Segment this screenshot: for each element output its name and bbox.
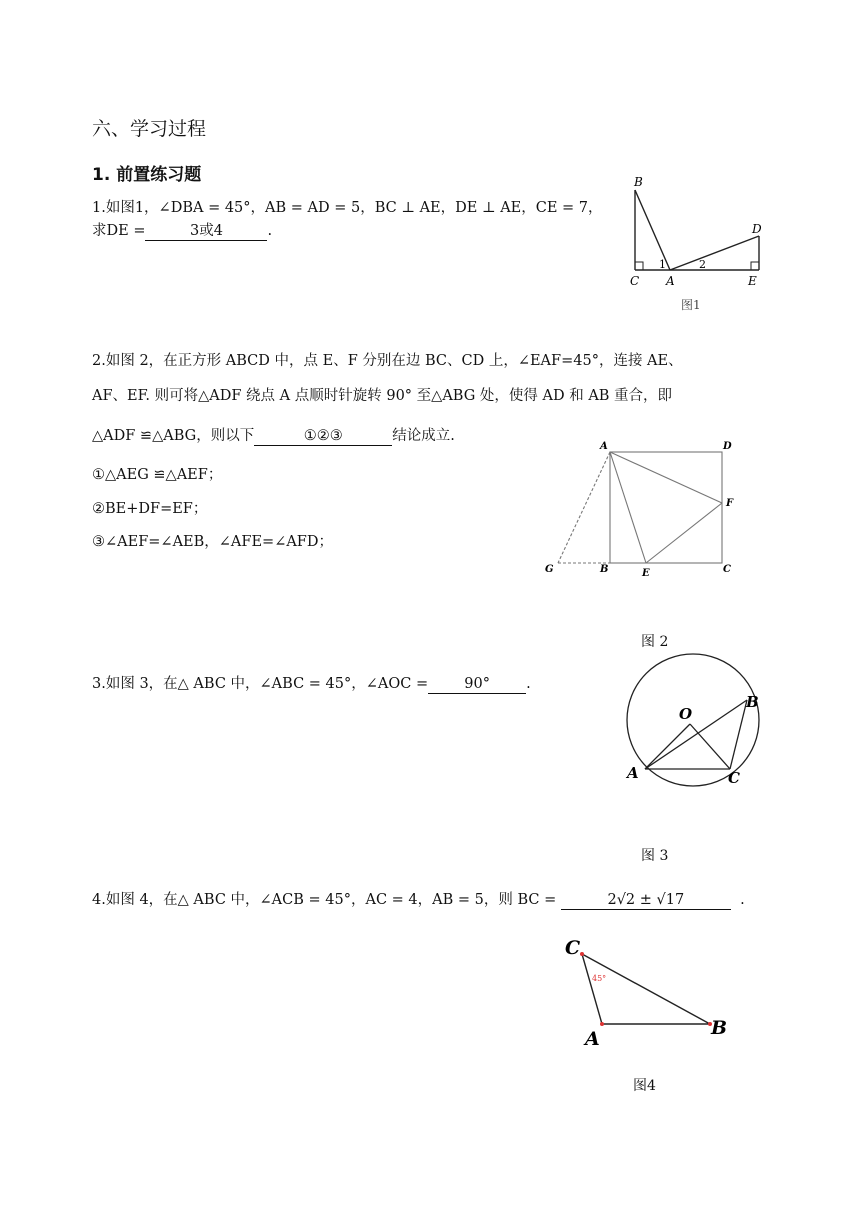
fig3-label-A: A xyxy=(627,764,639,782)
fig2-label-B: B xyxy=(600,564,609,575)
q1-answer-blank: 3或4 xyxy=(145,223,267,241)
fig2-label-C: C xyxy=(723,564,731,575)
q3-prefix: 3.如图 3，在△ ABC 中，∠ABC = 45°，∠AOC = xyxy=(92,676,429,692)
q2-line1: 2.如图 2，在正方形 ABCD 中，点 E、F 分别在边 BC、CD 上，∠EAF=45°，连接 AE、 xyxy=(92,353,683,369)
fig1-label-D: D xyxy=(752,222,762,236)
q1-line1: 1.如图1，∠DBA = 45°，AB = AD = 5，BC ⊥ AE，DE ⊥ AE，CE = 7， xyxy=(92,200,603,216)
fig2-label-D: D xyxy=(723,441,732,452)
fig2-caption: 图 2 xyxy=(641,634,669,650)
fig1-label-A: A xyxy=(666,274,675,288)
q3-suffix: . xyxy=(526,676,531,692)
fig2-label-E: E xyxy=(642,568,650,579)
fig1-angle-1: 1 xyxy=(659,258,666,271)
subsection-title: 1. 前置练习题 xyxy=(92,165,202,185)
figure-3 xyxy=(618,650,768,790)
q2-line3-prefix: △ADF ≌△ABG，则以下 xyxy=(92,428,255,444)
q4-suffix: . xyxy=(740,892,745,908)
fig2-label-A: A xyxy=(600,441,608,452)
q2-line3-suffix: 结论成立. xyxy=(392,428,455,444)
q2-option-3: ③∠AEF=∠AEB，∠AFE=∠AFD； xyxy=(92,534,333,550)
q2-line2: AF、EF. 则可将△ADF 绕点 A 点顺时针旋转 90° 至△ABG 处，使得 AD 和 AB 重合，即 xyxy=(92,388,673,404)
q2-answer-blank: ①②③ xyxy=(254,428,392,446)
fig3-label-O: O xyxy=(679,705,693,723)
fig2-label-F: F xyxy=(726,498,734,509)
fig2-label-G: G xyxy=(545,564,554,575)
fig1-caption: 图1 xyxy=(681,298,701,312)
fig4-caption: 图4 xyxy=(633,1078,656,1094)
q2-line3 xyxy=(92,424,455,446)
fig3-label-B: B xyxy=(746,693,759,711)
q2-option-2: ②BE+DF=EF； xyxy=(92,501,208,517)
figure-4 xyxy=(555,930,745,1055)
fig1-angle-2: 2 xyxy=(699,258,706,271)
q4-prefix: 4.如图 4，在△ ABC 中，∠ACB = 45°，AC = 4，AB = 5，则 BC = xyxy=(92,892,557,908)
q1-suffix: . xyxy=(267,223,273,239)
q2-option-1: ①△AEG ≌△AEF； xyxy=(92,467,223,483)
fig3-label-C: C xyxy=(728,769,740,787)
fig1-label-B: B xyxy=(634,175,643,189)
q4-answer-blank: 2√2 ± √17 xyxy=(561,892,731,910)
q3-line xyxy=(92,672,531,694)
section-title: 六、学习过程 xyxy=(92,118,207,140)
q3-answer-blank: 90° xyxy=(428,676,526,694)
figure-2 xyxy=(540,435,740,585)
q1-line2 xyxy=(92,219,272,241)
fig3-caption: 图 3 xyxy=(641,848,669,864)
fig4-label-C: C xyxy=(565,937,581,959)
fig4-angle-label: 45° xyxy=(592,974,607,983)
fig1-label-C: C xyxy=(630,274,640,288)
fig1-label-E: E xyxy=(748,274,757,288)
q1-prefix: 求DE = xyxy=(92,223,146,239)
fig4-label-B: B xyxy=(711,1017,728,1039)
q4-line xyxy=(92,888,745,910)
fig4-label-A: A xyxy=(585,1028,600,1050)
figure-1 xyxy=(615,170,775,318)
